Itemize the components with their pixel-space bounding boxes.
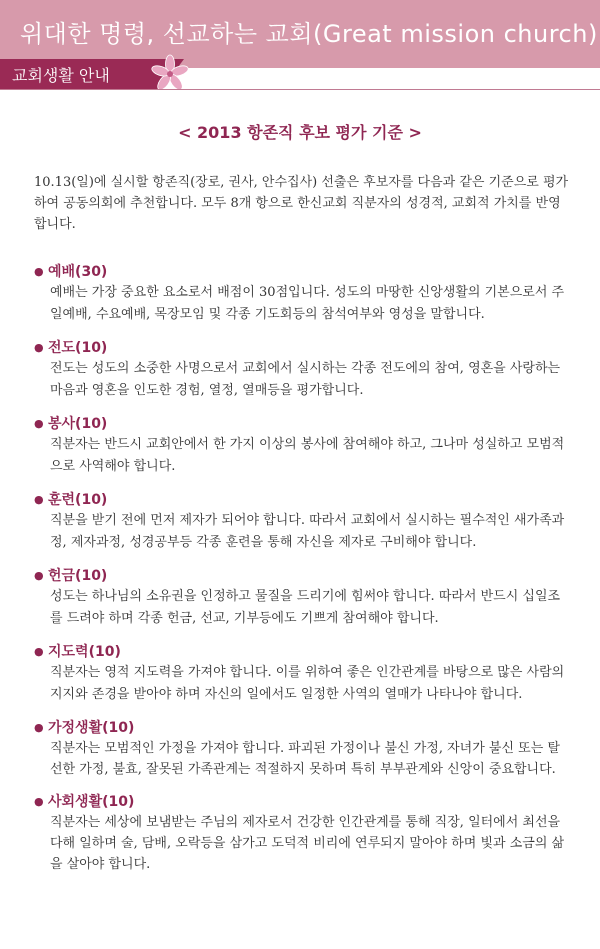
- criterion-heading: [34, 566, 570, 586]
- criterion-body: 전도는 성도의 소중한 사명으로서 교회에서 실시하는 각종 전도에의 참여, 영혼을 사랑하는 마음과 영혼을 인도한 경험, 열정, 열매등을 평가합니다.: [50, 361, 561, 398]
- criterion-evangelism: [34, 338, 570, 402]
- intro-paragraph: 10.13(일)에 실시할 항존직(장로, 권사, 안수집사) 선출은 후보자를 다음과 같은 기준으로 평가하여 공동의회에 추천합니다. 모두 8개 항으로 한신교회 직분자의 성경적, 교회적 가치를 반영합니다.: [34, 175, 569, 232]
- bullet-dot-icon: ●: [34, 795, 44, 808]
- criterion-social-life: [34, 792, 570, 875]
- criterion-heading: [34, 792, 570, 812]
- criterion-body: 성도는 하나님의 소유권을 인정하고 물질을 드리기에 힘써야 합니다. 따라서 반드시 십일조를 드려야 하며 각종 헌금, 선교, 기부등에도 기쁘게 참여해야 합니다.: [50, 589, 561, 626]
- criterion-heading-text: 훈련(10): [48, 492, 108, 508]
- criterion-heading: [34, 262, 570, 282]
- bullet-dot-icon: ●: [34, 569, 44, 582]
- criteria-list: [34, 262, 570, 887]
- criterion-heading: [34, 414, 570, 434]
- bullet-dot-icon: ●: [34, 493, 44, 506]
- criterion-heading: [34, 642, 570, 662]
- criterion-body: 직분자는 세상에 보냄받는 주님의 제자로서 건강한 인간관계를 통해 직장, 일터에서 최선을 다해 일하며 술, 담배, 오락등을 삼가고 도덕적 비리에 연루되지 말아야 하며 빛과 소금의 삶을 살아야 합니다.: [50, 815, 565, 872]
- criterion-offering: [34, 566, 570, 630]
- criterion-leadership: [34, 642, 570, 706]
- criterion-heading-text: 봉사(10): [48, 416, 108, 432]
- document-title: < 2013 항존직 후보 평가 기준 >: [178, 123, 422, 142]
- bullet-dot-icon: ●: [34, 721, 44, 734]
- bullet-dot-icon: ●: [34, 265, 44, 278]
- bullet-dot-icon: ●: [34, 645, 44, 658]
- criterion-training: [34, 490, 570, 554]
- header-divider: [0, 89, 600, 90]
- criterion-heading-text: 가정생활(10): [48, 720, 135, 736]
- criterion-family-life: [34, 718, 570, 780]
- criterion-heading: [34, 490, 570, 510]
- criterion-heading: [34, 718, 570, 738]
- criterion-worship: [34, 262, 570, 326]
- page-header: [0, 0, 600, 68]
- bullet-dot-icon: ●: [34, 417, 44, 430]
- criterion-heading-text: 예배(30): [48, 264, 108, 280]
- bullet-dot-icon: ●: [34, 341, 44, 354]
- criterion-heading-text: 전도(10): [48, 340, 108, 356]
- criterion-heading: [34, 338, 570, 358]
- criterion-heading-text: 사회생활(10): [48, 794, 135, 810]
- criterion-body: 직분자는 영적 지도력을 가져야 합니다. 이를 위하여 좋은 인간관계를 바탕으로 많은 사람의 지지와 존경을 받아야 하며 자신의 일에서도 일정한 사역의 열매가 나타나야 합니다.: [50, 665, 565, 702]
- criterion-body: 직분자는 모범적인 가정을 가져야 합니다. 파괴된 가정이나 불신 가정, 자녀가 불신 또는 탈선한 가정, 불효, 잘못된 가족관계는 적절하지 못하며 특히 부부관계와 신앙이 중요합니다.: [50, 741, 560, 777]
- criterion-body: 직분자는 반드시 교회안에서 한 가지 이상의 봉사에 참여해야 하고, 그나마 성실하고 모범적으로 사역해야 합니다.: [50, 437, 565, 474]
- header-title: 위대한 명령, 선교하는 교회(Great mission church): [20, 20, 598, 48]
- flower-icon: [150, 54, 190, 94]
- criterion-body: 예배는 가장 중요한 요소로서 배점이 30점입니다. 성도의 마땅한 신앙생활의 기본으로서 주일예배, 수요예배, 목장모임 및 각종 기도회등의 참석여부와 영성을 말합니다.: [50, 285, 565, 322]
- criterion-heading-text: 지도력(10): [48, 644, 121, 660]
- criterion-heading-text: 헌금(10): [48, 568, 108, 584]
- criterion-service: [34, 414, 570, 478]
- section-tag-label: 교회생활 안내: [12, 66, 110, 85]
- criterion-body: 직분을 받기 전에 먼저 제자가 되어야 합니다. 따라서 교회에서 실시하는 필수적인 새가족과정, 제자과정, 성경공부등 각종 훈련을 통해 자신을 제자로 구비해야 합니다.: [50, 513, 565, 550]
